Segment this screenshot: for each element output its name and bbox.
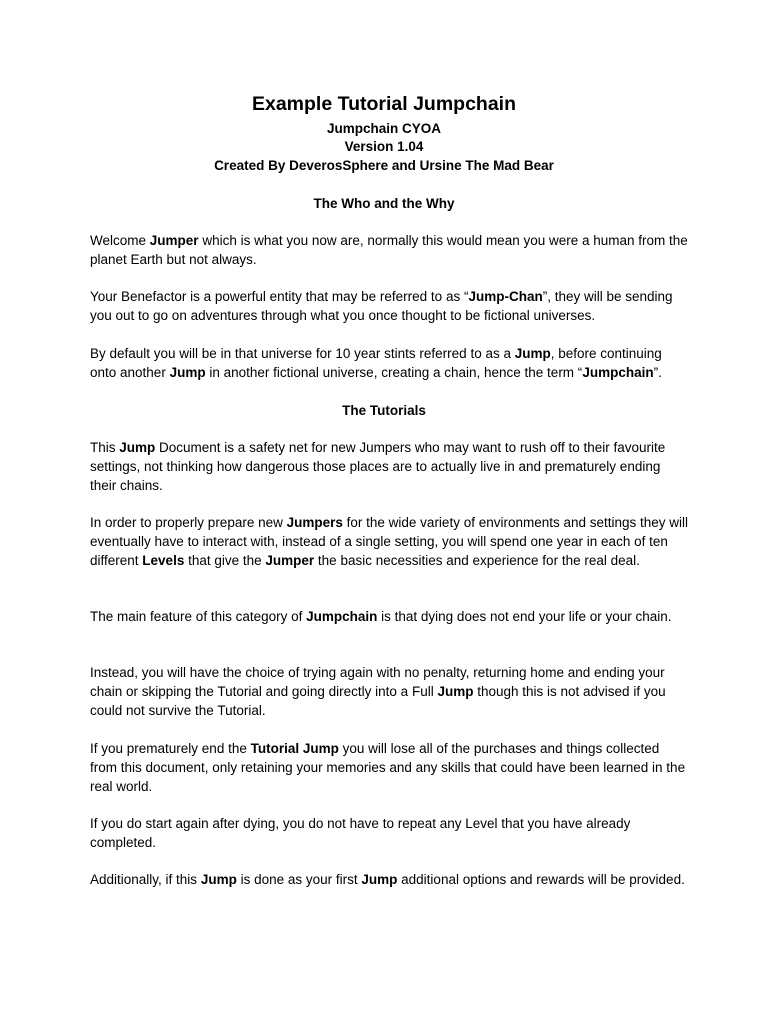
paragraph <box>90 815 690 853</box>
text-run: In order to properly prepare new <box>90 515 287 530</box>
bold-term: Jumper <box>149 233 199 248</box>
text-run: This <box>90 440 120 455</box>
subtitle-authors: Created By DeverosSphere and Ursine The Mad Bear <box>214 158 554 173</box>
text-run: ”. <box>653 364 662 380</box>
text-run: you will lose all of the purchases and things collected from this document, only retaining your memories and any skills that could have been learned in the real world. <box>90 741 686 794</box>
bold-term: Jump <box>437 683 474 699</box>
bold-term: Jumpers <box>286 515 343 530</box>
paragraph <box>90 740 690 796</box>
text-run: The main feature of this category of <box>90 609 307 624</box>
text-run: in another fictional universe, creating a chain, hence the term “ <box>205 364 583 380</box>
paragraph <box>90 871 690 890</box>
text-run: Document is a safety net for new Jumpers who may want to rush off to their favourite settings, not thinking how dangerous those places are to actually live in and prematurely ending their chains. <box>90 440 666 493</box>
text-run: If you do start again after dying, you do not have to repeat any Level that you have already completed. <box>90 816 631 850</box>
text-run: though this is not advised if you could not survive the Tutorial. <box>90 683 666 718</box>
text-run: Your Benefactor is a powerful entity that may be referred to as “ <box>90 289 469 304</box>
subtitle-cyoa: Jumpchain CYOA <box>326 121 442 136</box>
bold-term: Jump-Chan <box>468 289 543 304</box>
document-title: Example Tutorial Jumpchain <box>251 93 517 115</box>
text-run: ”, they will be sending you out to go on adventures through what you once thought to be fictional universes. <box>90 289 673 323</box>
text-run: If you prematurely end the <box>90 741 251 756</box>
text-run: , before continuing onto another <box>90 346 662 380</box>
text-run: is that dying does not end your life or your chain. <box>377 609 672 624</box>
paragraph <box>90 439 690 495</box>
bold-term: Jump <box>169 364 206 380</box>
text-run: for the wide variety of environments and settings they will eventually have to interact with, instead of a single setting, you will spend one year in each of ten different <box>90 515 689 568</box>
text-run: that give the <box>184 552 266 568</box>
section-heading-tutorials: The Tutorials <box>342 403 426 418</box>
bold-term: Jumpchain <box>582 364 654 380</box>
bold-term: Jump <box>119 440 156 455</box>
text-run: Additionally, if this <box>90 872 201 887</box>
text-run: additional options and rewards will be provided. <box>397 872 685 887</box>
paragraph <box>90 608 690 627</box>
text-run: By default you will be in that universe for 10 year stints referred to as a <box>90 346 515 361</box>
section-heading-who-why: The Who and the Why <box>313 196 455 211</box>
bold-term: Jumper <box>265 552 315 568</box>
paragraph <box>90 288 690 326</box>
bold-term: Jump <box>200 872 237 887</box>
bold-term: Jump <box>514 346 551 361</box>
text-run: the basic necessities and experience for the real deal. <box>314 552 640 568</box>
subtitle-version: Version 1.04 <box>344 139 424 154</box>
text-run: Instead, you will have the choice of trying again with no penalty, returning home and ending your chain or skipping the Tutorial and going directly into a Full <box>90 665 665 699</box>
text-run: is done as your first <box>236 872 362 887</box>
bold-term: Jumpchain <box>306 609 378 624</box>
paragraph <box>90 345 690 383</box>
bold-term: Tutorial Jump <box>250 741 339 756</box>
text-run: Welcome <box>90 233 150 248</box>
text-run: which is what you now are, normally this would mean you were a human from the planet Earth but not always. <box>90 233 688 267</box>
paragraph <box>90 232 690 270</box>
bold-term: Levels <box>142 552 185 568</box>
paragraph <box>90 514 690 570</box>
bold-term: Jump <box>361 872 398 887</box>
paragraph <box>90 664 690 720</box>
